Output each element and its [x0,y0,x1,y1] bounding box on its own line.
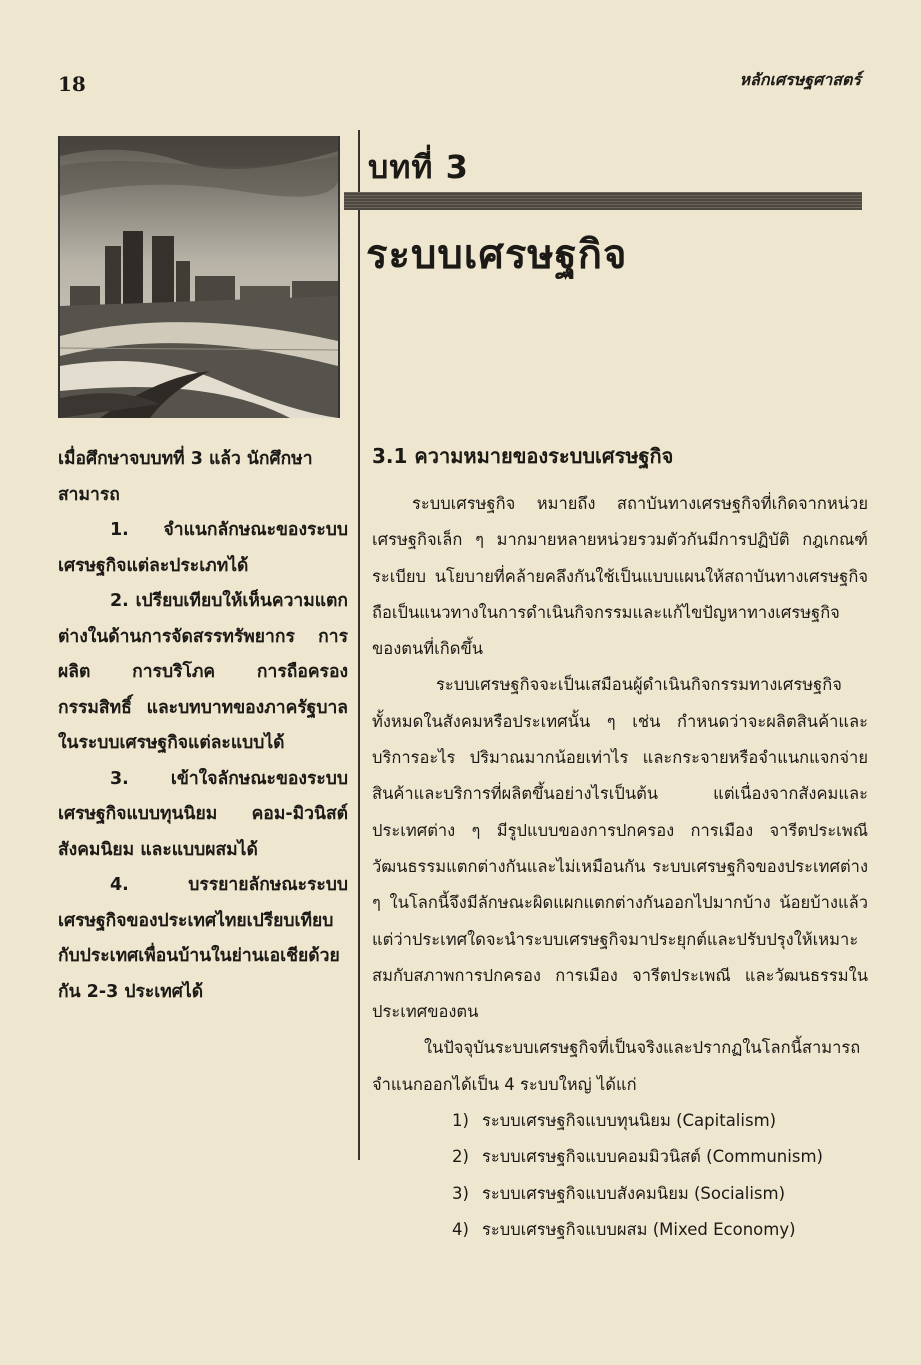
list-number: 3) [452,1183,469,1203]
body-paragraph: ระบบเศรษฐกิจจะเป็นเสมือนผู้ดำเนินกิจกรรมทางเศรษฐกิจทั้งหมดในสังคมหรือประเทศนั้น ๆ เช่น กำหนดว่าจะผลิตสินค้าและบริการอะไร ปริมาณมากน้อยเท่าไร และกระจายหรือจำแนกแจกจ่ายสินค้าและบริการที่ผลิตขึ้นอย่างไรเป็นต้น แต่เนื่องจากสังคมและประเทศต่าง ๆ มีรูปแบบของการปกครอง การเมือง จารีตประเพณี วัฒนธรรมแตกต่างกันและไม่เหมือนกัน ระบบเศรษฐกิจของประเทศต่าง ๆ ในโลกนี้จึงมีลักษณะผิดแผกแตกต่างกันออกไปมากบ้าง น้อยบ้างแล้วแต่ว่าประเทศใดจะนำระบบเศรษฐกิจมาประยุกต์และปรับปรุงให้เหมาะสมกับสภาพการปกครอง การเมือง จารีตประเพณี และวัฒนธรรมในประเทศของตน [372,675,868,1022]
economic-systems-list [372,1103,868,1248]
list-item [452,1176,868,1212]
body-paragraph: ในปัจจุบันระบบเศรษฐกิจที่เป็นจริงและปรากฏในโลกนี้สามารถจำแนกออกได้เป็น 4 ระบบใหญ่ ได้แก่ [372,1038,861,1094]
chapter-title: ระบบเศรษฐกิจ [366,232,628,278]
list-number: 1) [452,1111,469,1131]
objectives-intro: เมื่อศึกษาจบบทที่ 3 แล้ว นักศึกษาสามารถ [58,449,313,505]
learning-objectives [58,442,348,1010]
list-label: ระบบเศรษฐกิจแบบสังคมนิยม (Socialism) [482,1183,786,1203]
list-label: ระบบเศรษฐกิจแบบคอมมิวนิสต์ (Communism) [482,1147,823,1167]
objective-item: 1. จำแนกลักษณะของระบบเศรษฐกิจแต่ละประเภทได้ [58,520,348,576]
running-header-title: หลักเศรษฐศาสตร์ [739,70,861,89]
body-paragraph: ระบบเศรษฐกิจ หมายถึง สถาบันทางเศรษฐกิจที่เกิดจากหน่วยเศรษฐกิจเล็ก ๆ มากมายหลายหน่วยรวมตัวกันมีการปฏิบัติ กฎเกณฑ์ ระเบียบ นโยบายที่คล้ายคลึงกันใช้เป็นแบบแผนให้สถาบันทางเศรษฐกิจถือเป็นแนวทางในการดำเนินกิจกรรมและแก้ไขปัญหาทางเศรษฐกิจของตนที่เกิดขึ้น [372,494,868,659]
list-item [452,1139,868,1175]
list-number: 2) [452,1147,469,1167]
list-label: ระบบเศรษฐกิจแบบผสม (Mixed Economy) [482,1219,796,1239]
list-label: ระบบเศรษฐกิจแบบทุนนิยม (Capitalism) [482,1111,777,1131]
list-item [452,1103,868,1139]
section-body [372,486,868,1248]
objective-item: 3. เข้าใจลักษณะของระบบเศรษฐกิจแบบทุนนิยม คอม-มิวนิสต์ สังคมนิยม และแบบผสมได้ [58,768,348,860]
chapter-label: บทที่ 3 [368,148,469,186]
city-highway-photo [58,136,340,418]
chapter-divider-bar [344,192,862,210]
objective-item: 4. บรรยายลักษณะระบบเศรษฐกิจของประเทศไทยเปรียบเทียบกับประเทศเพื่อนบ้านในย่านเอเชียด้วยกัน 2-3 ประเทศได้ [58,875,348,1002]
column-divider [358,130,360,1160]
page-number: 18 [58,72,86,96]
objective-item: 2. เปรียบเทียบให้เห็นความแตกต่างในด้านการจัดสรรทรัพยากร การผลิต การบริโภค การถือครองกรรมสิทธิ์ และบทบาทของภาครัฐบาลในระบบเศรษฐกิจแต่ละแบบได้ [58,591,348,753]
list-number: 4) [452,1219,469,1239]
section-heading: 3.1 ความหมายของระบบเศรษฐกิจ [372,444,674,468]
list-item [452,1212,868,1248]
